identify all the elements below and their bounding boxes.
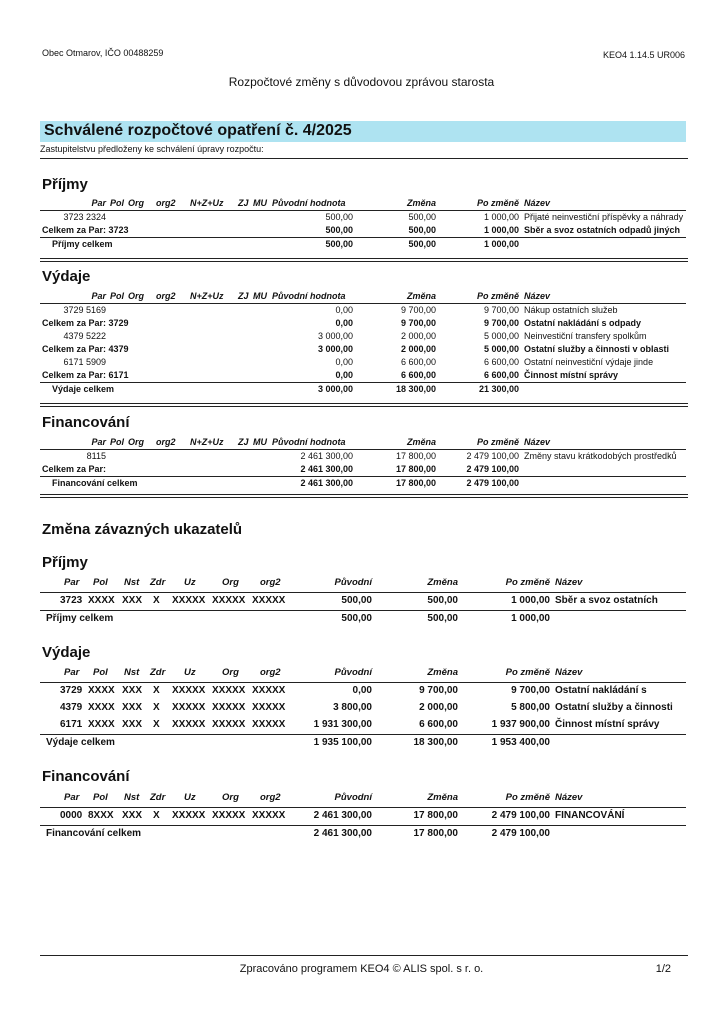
total-label: Financování celkem xyxy=(52,478,138,488)
original-value: 3 800,00 xyxy=(333,702,372,713)
nst-code: XXX xyxy=(122,719,143,730)
new-value: 1 000,00 xyxy=(511,595,550,606)
change-value: 500,00 xyxy=(427,595,458,606)
par-code: 4379 xyxy=(60,702,83,713)
uz-code: XXXXX xyxy=(172,810,206,821)
section-heading-z-vydaje: Výdaje xyxy=(42,644,91,661)
org-code: XXXXX xyxy=(212,719,246,730)
change-value: 2 000,00 xyxy=(419,702,458,713)
column-header: org2 xyxy=(260,577,281,588)
item-name: Sběr a svoz ostatních odpadů jiných xyxy=(524,225,681,235)
column-header: Původní hodnota xyxy=(272,437,346,447)
column-header: Pol xyxy=(110,198,125,208)
table-header xyxy=(40,197,686,211)
column-header: Org xyxy=(222,577,239,588)
column-header: Nst xyxy=(124,792,140,803)
nst-code: XXX xyxy=(122,685,143,696)
table-z-vydaje xyxy=(40,665,686,752)
change-value: 9 700,00 xyxy=(400,318,436,328)
header-right: KEO4 1.14.5 UR006 xyxy=(602,50,685,60)
original-value: 0,00 xyxy=(352,685,372,696)
row-label: 3729 5169 xyxy=(63,305,106,315)
rule xyxy=(40,955,688,956)
total-change: 17 800,00 xyxy=(413,828,458,839)
column-header: Zdr xyxy=(150,577,166,588)
table-header xyxy=(40,790,686,808)
org2-code: XXXXX xyxy=(252,702,286,713)
column-header: Původní hodnota xyxy=(272,291,346,301)
uz-code: XXXXX xyxy=(172,702,206,713)
total-change: 18 300,00 xyxy=(413,737,458,748)
band-subtitle: Zastupitelstvu předloženy ke schválení úpravy rozpočtu: xyxy=(40,144,264,154)
column-header: Název xyxy=(524,198,551,208)
change-value: 17 800,00 xyxy=(395,451,436,461)
section-heading-financovani: Financování xyxy=(42,414,130,431)
column-header: MU xyxy=(253,437,267,447)
org2-code: XXXXX xyxy=(252,719,286,730)
zdr-code: X xyxy=(153,702,160,713)
section-heading-vydaje: Výdaje xyxy=(42,268,91,285)
section-heading-z-financovani: Financování xyxy=(42,768,130,785)
column-header: org2 xyxy=(156,198,176,208)
column-header: Org xyxy=(128,291,145,301)
item-name: Ostatní služby a činnosti v oblasti xyxy=(524,344,670,354)
table-header xyxy=(40,575,686,593)
new-value: 9 700,00 xyxy=(483,305,519,315)
original-value: 0,00 xyxy=(335,357,353,367)
row-label: 4379 5222 xyxy=(63,331,106,341)
column-header: Pol xyxy=(110,291,125,301)
column-header: org2 xyxy=(156,291,176,301)
original-value: 2 461 300,00 xyxy=(313,810,372,821)
item-name: Neinvestiční transfery spolkům xyxy=(524,331,647,341)
total-row xyxy=(40,825,686,843)
column-header: Změna xyxy=(406,437,436,447)
org2-code: XXXXX xyxy=(252,685,286,696)
title-band xyxy=(40,121,686,142)
table-header xyxy=(40,436,686,450)
total-original: 1 935 100,00 xyxy=(313,737,372,748)
total-change: 18 300,00 xyxy=(395,384,436,394)
table-row xyxy=(40,593,686,610)
pol-code: 8XXX xyxy=(88,810,114,821)
item-name: Změny stavu krátkodobých prostředků xyxy=(524,451,677,461)
total-label: Příjmy celkem xyxy=(52,239,113,249)
nst-code: XXX xyxy=(122,702,143,713)
total-new: 2 479 100,00 xyxy=(491,828,550,839)
rule xyxy=(40,258,688,262)
original-value: 3 000,00 xyxy=(317,331,353,341)
column-header: Par xyxy=(91,198,106,208)
header-left: Obec Otmarov, IČO 00488259 xyxy=(42,48,164,58)
total-original: 3 000,00 xyxy=(317,384,353,394)
column-header: Zdr xyxy=(150,792,166,803)
zdr-code: X xyxy=(153,685,160,696)
column-header: Název xyxy=(555,667,583,678)
item-name: Činnost místní správy xyxy=(555,719,660,730)
total-label: Příjmy celkem xyxy=(46,613,114,624)
row-label: Celkem za Par: 6171 xyxy=(42,370,129,380)
change-value: 2 000,00 xyxy=(400,344,436,354)
column-header: Nst xyxy=(124,577,140,588)
section-heading-z-prijmy: Příjmy xyxy=(42,554,88,571)
column-header: Původní xyxy=(334,667,372,678)
total-label: Výdaje celkem xyxy=(52,384,115,394)
column-header: Pol xyxy=(93,667,108,678)
column-header: Par xyxy=(64,792,80,803)
total-row xyxy=(40,476,686,490)
org2-code: XXXXX xyxy=(252,595,286,606)
change-value: 2 000,00 xyxy=(400,331,436,341)
column-header: Změna xyxy=(406,291,436,301)
column-header: ZJ xyxy=(238,291,249,301)
change-value: 6 600,00 xyxy=(400,357,436,367)
row-label: 8115 xyxy=(86,451,106,461)
new-value: 2 479 100,00 xyxy=(466,451,519,461)
par-code: 6171 xyxy=(60,719,83,730)
original-value: 3 000,00 xyxy=(317,344,353,354)
change-value: 6 600,00 xyxy=(400,370,436,380)
page-number: 1/2 xyxy=(655,963,671,975)
rule xyxy=(40,403,688,407)
column-header: Změna xyxy=(427,577,458,588)
new-value: 2 479 100,00 xyxy=(491,810,550,821)
column-header: Pol xyxy=(93,577,108,588)
column-header: org2 xyxy=(260,792,281,803)
original-value: 2 461 300,00 xyxy=(300,464,353,474)
item-name: Ostatní neinvestiční výdaje jinde xyxy=(524,357,654,367)
total-change: 17 800,00 xyxy=(395,478,436,488)
item-name: Ostatní nakládání s odpady xyxy=(524,318,642,328)
row-label: 6171 5909 xyxy=(63,357,106,367)
column-header: ZJ xyxy=(238,198,249,208)
new-value: 6 600,00 xyxy=(483,357,519,367)
item-name: Činnost místní správy xyxy=(524,370,619,380)
table-row xyxy=(40,700,686,717)
change-value: 17 800,00 xyxy=(413,810,458,821)
original-value: 1 931 300,00 xyxy=(313,719,372,730)
column-header: N+Z+Uz xyxy=(190,291,224,301)
original-value: 500,00 xyxy=(341,595,372,606)
column-header: Org xyxy=(222,792,239,803)
band-title: Schválené rozpočtové opatření č. 4/2025 xyxy=(44,122,352,139)
section-heading-prijmy: Příjmy xyxy=(42,176,88,193)
table-row xyxy=(40,683,686,700)
table-row xyxy=(40,224,686,237)
original-value: 0,00 xyxy=(335,370,353,380)
new-value: 1 937 900,00 xyxy=(491,719,550,730)
column-header: Po změně xyxy=(505,792,550,803)
pol-code: XXXX xyxy=(88,719,115,730)
column-header: Org xyxy=(128,437,145,447)
original-value: 0,00 xyxy=(335,318,353,328)
pol-code: XXXX xyxy=(88,595,115,606)
column-header: N+Z+Uz xyxy=(190,198,224,208)
uz-code: XXXXX xyxy=(172,595,206,606)
table-row xyxy=(40,317,686,330)
column-header: Po změně xyxy=(476,291,519,301)
par-code: 0000 xyxy=(60,810,83,821)
new-value: 1 000,00 xyxy=(483,212,519,222)
total-original: 500,00 xyxy=(341,613,372,624)
section-heading-zmena: Změna závazných ukazatelů xyxy=(42,521,243,538)
column-header: Původní xyxy=(334,792,372,803)
total-new: 1 953 400,00 xyxy=(491,737,550,748)
zdr-code: X xyxy=(153,595,160,606)
total-new: 21 300,00 xyxy=(478,384,519,394)
footer-text: Zpracováno programem KEO4 © ALIS spol. s r. o. xyxy=(239,963,484,975)
column-header: org2 xyxy=(260,667,281,678)
table-row xyxy=(40,304,686,317)
zdr-code: X xyxy=(153,810,160,821)
table-vydaje xyxy=(40,290,686,396)
column-header: MU xyxy=(253,198,267,208)
total-change: 500,00 xyxy=(427,613,458,624)
row-label: 3723 2324 xyxy=(63,212,106,222)
table-row xyxy=(40,211,686,224)
column-header: Pol xyxy=(93,792,108,803)
new-value: 6 600,00 xyxy=(483,370,519,380)
column-header: Po změně xyxy=(476,437,519,447)
new-value: 5 000,00 xyxy=(483,344,519,354)
original-value: 500,00 xyxy=(325,225,353,235)
pol-code: XXXX xyxy=(88,685,115,696)
column-header: Původní xyxy=(334,577,372,588)
item-name: Přijaté neinvestiční příspěvky a náhrady xyxy=(524,212,684,222)
item-name: Ostatní služby a činnosti xyxy=(555,702,673,713)
column-header: Změna xyxy=(406,198,436,208)
table-row xyxy=(40,463,686,476)
new-value: 2 479 100,00 xyxy=(466,464,519,474)
column-header: Par xyxy=(64,667,80,678)
column-header: org2 xyxy=(156,437,176,447)
total-original: 2 461 300,00 xyxy=(300,478,353,488)
column-header: Po změně xyxy=(505,577,550,588)
column-header: Uz xyxy=(184,577,196,588)
column-header: N+Z+Uz xyxy=(190,437,224,447)
original-value: 500,00 xyxy=(325,212,353,222)
org-code: XXXXX xyxy=(212,595,246,606)
column-header: Název xyxy=(555,577,583,588)
item-name: FINANCOVÁNÍ xyxy=(555,810,625,821)
total-row xyxy=(40,610,686,628)
total-row xyxy=(40,237,686,251)
table-prijmy xyxy=(40,197,686,251)
original-value: 0,00 xyxy=(335,305,353,315)
uz-code: XXXXX xyxy=(172,719,206,730)
column-header: MU xyxy=(253,291,267,301)
document-title: Rozpočtové změny s důvodovou zprávou starosta xyxy=(228,75,495,89)
new-value: 9 700,00 xyxy=(483,318,519,328)
total-new: 2 479 100,00 xyxy=(466,478,519,488)
change-value: 9 700,00 xyxy=(419,685,458,696)
new-value: 5 800,00 xyxy=(511,702,550,713)
table-row xyxy=(40,369,686,382)
total-original: 2 461 300,00 xyxy=(313,828,372,839)
column-header: Název xyxy=(524,437,551,447)
rule xyxy=(40,158,688,159)
row-label: Celkem za Par: 3729 xyxy=(42,318,129,328)
column-header: Po změně xyxy=(476,198,519,208)
change-value: 500,00 xyxy=(408,212,436,222)
column-header: ZJ xyxy=(238,437,249,447)
column-header: Uz xyxy=(184,667,196,678)
table-row xyxy=(40,808,686,825)
column-header: Název xyxy=(555,792,583,803)
nst-code: XXX xyxy=(122,595,143,606)
column-header: Zdr xyxy=(150,667,166,678)
table-header xyxy=(40,665,686,683)
table-header xyxy=(40,290,686,304)
par-code: 3729 xyxy=(60,685,83,696)
change-value: 6 600,00 xyxy=(419,719,458,730)
table-row xyxy=(40,356,686,369)
org-code: XXXXX xyxy=(212,810,246,821)
par-code: 3723 xyxy=(60,595,83,606)
original-value: 2 461 300,00 xyxy=(300,451,353,461)
column-header: Změna xyxy=(427,792,458,803)
row-label: Celkem za Par: xyxy=(42,464,107,474)
column-header: Nst xyxy=(124,667,140,678)
total-label: Výdaje celkem xyxy=(46,737,115,748)
column-header: Původní hodnota xyxy=(272,198,346,208)
zdr-code: X xyxy=(153,719,160,730)
change-value: 9 700,00 xyxy=(400,305,436,315)
org-code: XXXXX xyxy=(212,702,246,713)
table-z-financovani xyxy=(40,790,686,843)
total-new: 1 000,00 xyxy=(511,613,550,624)
new-value: 1 000,00 xyxy=(483,225,519,235)
column-header: Par xyxy=(91,291,106,301)
table-row xyxy=(40,343,686,356)
org2-code: XXXXX xyxy=(252,810,286,821)
total-new: 1 000,00 xyxy=(483,239,519,249)
new-value: 5 000,00 xyxy=(483,331,519,341)
table-z-prijmy xyxy=(40,575,686,628)
table-row xyxy=(40,330,686,343)
column-header: Změna xyxy=(427,667,458,678)
table-row xyxy=(40,717,686,734)
row-label: Celkem za Par: 4379 xyxy=(42,344,129,354)
total-row xyxy=(40,734,686,752)
column-header: Název xyxy=(524,291,551,301)
item-name: Nákup ostatních služeb xyxy=(524,305,618,315)
total-change: 500,00 xyxy=(408,239,436,249)
change-value: 17 800,00 xyxy=(395,464,436,474)
item-name: Ostatní nakládání s xyxy=(555,685,647,696)
total-original: 500,00 xyxy=(325,239,353,249)
uz-code: XXXXX xyxy=(172,685,206,696)
pol-code: XXXX xyxy=(88,702,115,713)
column-header: Org xyxy=(128,198,145,208)
column-header: Org xyxy=(222,667,239,678)
column-header: Po změně xyxy=(505,667,550,678)
table-financovani xyxy=(40,436,686,490)
row-label: Celkem za Par: 3723 xyxy=(42,225,129,235)
nst-code: XXX xyxy=(122,810,143,821)
table-row xyxy=(40,450,686,463)
column-header: Uz xyxy=(184,792,196,803)
org-code: XXXXX xyxy=(212,685,246,696)
total-row xyxy=(40,382,686,396)
total-label: Financování celkem xyxy=(46,828,142,839)
new-value: 9 700,00 xyxy=(511,685,550,696)
rule xyxy=(40,494,688,498)
change-value: 500,00 xyxy=(408,225,436,235)
column-header: Par xyxy=(91,437,106,447)
item-name: Sběr a svoz ostatních xyxy=(555,595,658,606)
column-header: Par xyxy=(64,577,80,588)
column-header: Pol xyxy=(110,437,125,447)
